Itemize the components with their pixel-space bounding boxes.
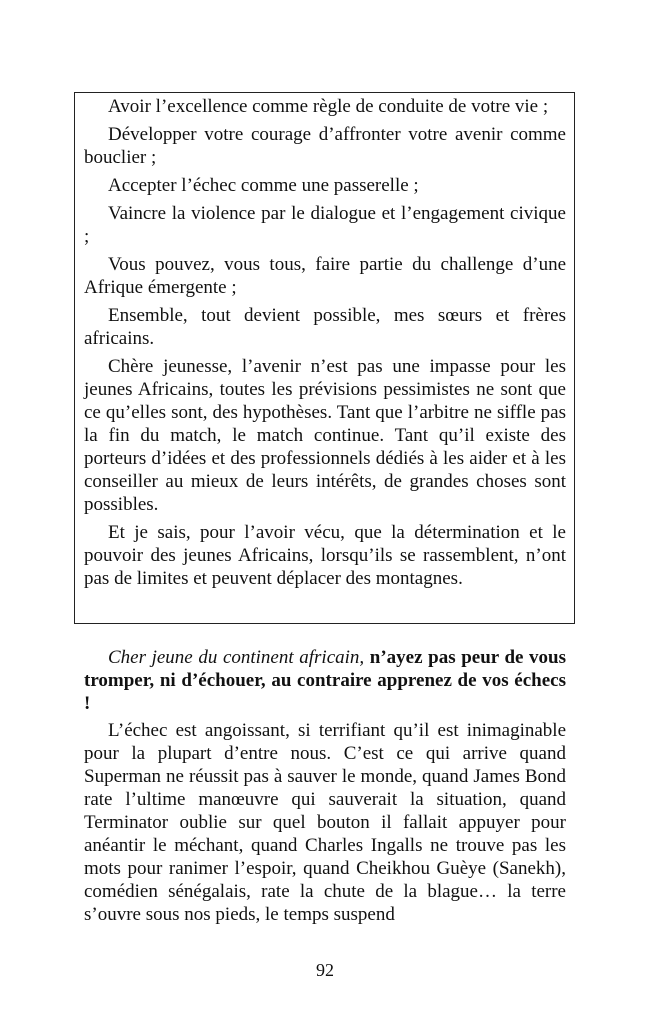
italic-address: Cher jeune du continent africain, [108, 647, 365, 668]
box-paragraph-5: Vous pouvez, vous tous, faire partie du challenge d’une Afrique émergente ; [84, 254, 566, 298]
box-paragraph-6: Ensemble, tout devient possible, mes sœurs et frères africains. [84, 305, 566, 349]
page-number: 92 [316, 960, 334, 980]
box-paragraph-1: Avoir l’excellence comme règle de conduite de votre vie ; [108, 96, 549, 117]
box-paragraph-2: Développer votre courage d’affronter votre avenir comme bouclier ; [84, 124, 566, 168]
box-paragraph-3: Accepter l’échec comme une passerelle ; [108, 175, 419, 196]
body-text [84, 646, 566, 930]
box-paragraph-4: Vaincre la violence par le dialogue et l’engagement civique ; [84, 203, 566, 247]
bold-exhortation: n’ayez pas peur de vous tromper, ni d’échouer, au contraire apprenez de vos échecs ! [84, 647, 567, 714]
body-paragraph-1 [84, 646, 566, 715]
box-paragraph-8: Et je sais, pour l’avoir vécu, que la détermination et le pouvoir des jeunes Africains, lorsqu’ils se rassemblent, n’ont pas de limites et peuvent déplacer des montagnes. [84, 522, 566, 589]
box-paragraph-7: Chère jeunesse, l’avenir n’est pas une impasse pour les jeunes Africains, toutes les prévisions pessimistes ne sont que ce qu’elles sont, des hypothèses. Tant que l’arbitre ne siffle pas la fin du match, le match continue. Tant qu’il existe des porteurs d’idées et des professionnels dédiés à les aider et à les conseiller au mieux de leurs intérêts, de grandes choses sont possibles. [84, 356, 566, 515]
framed-text-box [74, 92, 575, 624]
body-paragraph-2: L’échec est angoissant, si terrifiant qu’il est inimaginable pour la plupart d’entre nous. C’est ce qui arrive quand Superman ne réussit pas à sauver le monde, quand James Bond rate l’ultime manœuvre qui sauverait la situation, quand Terminator oublie sur quel bouton il fallait appuyer pour anéantir le méchant, quand Charles Ingalls ne trouve pas les mots pour ranimer l’espoir, quand Cheikhou Guèye (Sanekh), comédien sénégalais, rate la chute de la blague… la terre s’ouvre sous nos pieds, le temps suspend [84, 720, 566, 925]
